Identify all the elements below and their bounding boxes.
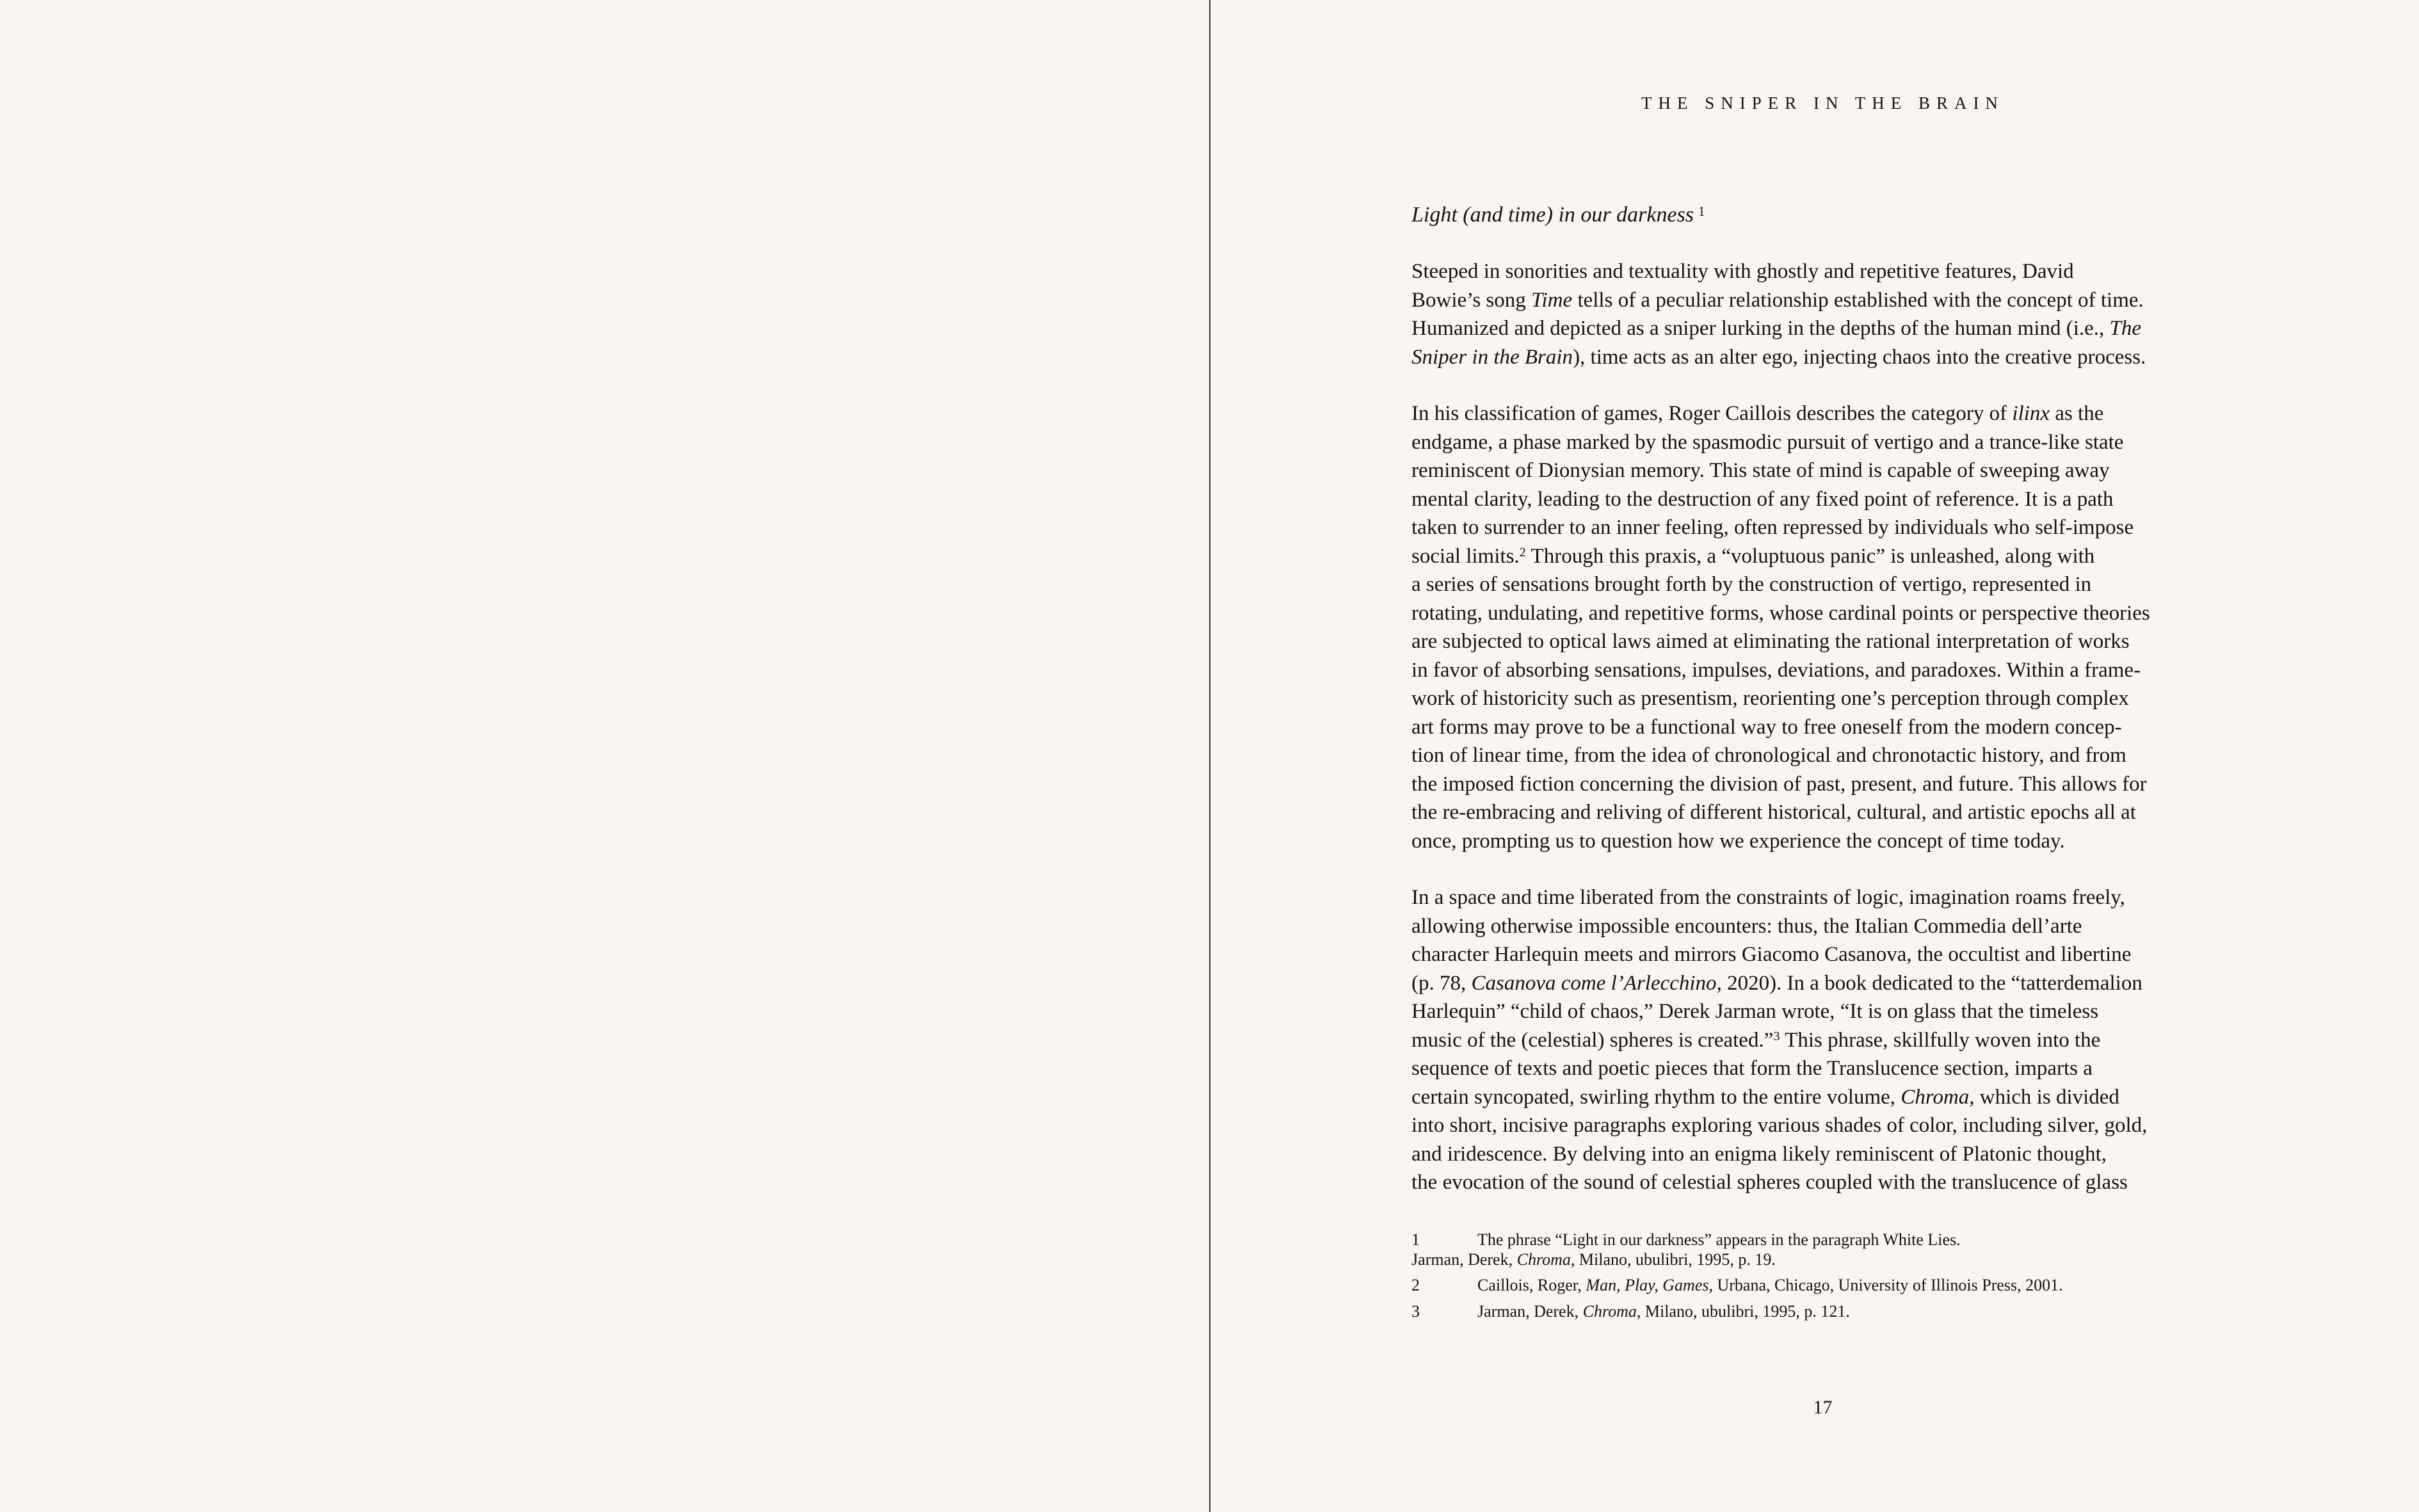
page-number: 17 xyxy=(1813,1397,1833,1418)
text-line xyxy=(1411,1140,2256,1169)
text-line xyxy=(1411,912,2256,941)
text-segment: into short, incisive paragraphs exploring various shades of color, including silver, gold, xyxy=(1411,1114,2148,1137)
text-segment: (p. 78, xyxy=(1411,971,1472,995)
paragraph xyxy=(1411,257,2256,371)
text-segment: , Urbana, Chicago, University of Illinois Press, 2001. xyxy=(1708,1276,2063,1294)
text-segment: Caillois, Roger, xyxy=(1477,1276,1586,1294)
text-segment: mental clarity, leading to the destruction of any fixed point of reference. It is a path xyxy=(1411,487,2114,511)
text-segment: Bowie’s song xyxy=(1411,288,1532,312)
left-page-blank xyxy=(0,0,1209,1512)
text-segment: , Milano, ubulibri, 1995, p. 19. xyxy=(1570,1250,1776,1269)
footnote-number: 1 xyxy=(1411,1230,1420,1249)
text-segment: , which is divided xyxy=(1969,1085,2119,1109)
text-segment: character Harlequin meets and mirrors Giacomo Casanova, the occultist and libertine xyxy=(1411,943,2132,966)
text-segment: Chroma xyxy=(1516,1250,1571,1269)
text-line xyxy=(1411,656,2256,685)
text-segment: This phrase, skillfully woven into the xyxy=(1780,1028,2101,1052)
footnote-line xyxy=(1411,1276,2256,1296)
text-line xyxy=(1411,257,2256,286)
text-segment: the re-embracing and reliving of different historical, cultural, and artistic epochs all at xyxy=(1411,801,2136,824)
footnote-line xyxy=(1411,1230,2256,1250)
footnote-ref: 2 xyxy=(1519,545,1526,560)
text-segment: sequence of texts and poetic pieces that form the Translucence section, imparts a xyxy=(1411,1057,2093,1080)
text-segment: reminiscent of Dionysian memory. This state of mind is capable of sweeping away xyxy=(1411,459,2110,482)
text-line xyxy=(1411,343,2256,372)
text-segment: taken to surrender to an inner feeling, often repressed by individuals who self-impose xyxy=(1411,516,2134,539)
text-line xyxy=(1411,627,2256,656)
text-segment: certain syncopated, swirling rhythm to the entire volume, xyxy=(1411,1085,1901,1109)
text-line xyxy=(1411,1111,2256,1140)
text-line xyxy=(1411,1054,2256,1083)
text-segment: Chroma xyxy=(1582,1301,1637,1321)
text-segment: Chroma xyxy=(1901,1085,1970,1109)
text-segment: Time xyxy=(1531,288,1573,312)
text-segment: Humanized and depicted as a sniper lurking in the depths of the human mind (i.e., xyxy=(1411,317,2110,340)
footnote-ref: 1 xyxy=(1698,203,1705,219)
text-line xyxy=(1411,713,2256,742)
text-segment: allowing otherwise impossible encounters: thus, the Italian Commedia dell’arte xyxy=(1411,914,2082,938)
text-line xyxy=(1411,428,2256,457)
text-line xyxy=(1411,940,2256,969)
text-segment: once, prompting us to question how we experience the concept of time today. xyxy=(1411,829,2065,853)
text-line xyxy=(1411,1083,2256,1112)
text-segment: , 2020). In a book dedicated to the “tatterdemalion xyxy=(1716,971,2142,995)
text-segment: Light (and time) in our darkness xyxy=(1411,203,1694,227)
text-segment: endgame, a phase marked by the spasmodic pursuit of vertigo and a trance-like state xyxy=(1411,430,2124,454)
text-line xyxy=(1411,570,2256,599)
text-line xyxy=(1411,1168,2256,1197)
text-segment: work of historicity such as presentism, reorienting one’s perception through complex xyxy=(1411,687,2129,710)
text-segment: in favor of absorbing sensations, impulses, deviations, and paradoxes. Within a frame- xyxy=(1411,658,2141,682)
footnote-number: 3 xyxy=(1411,1301,1420,1321)
footnotes xyxy=(1411,1230,2256,1321)
text-segment: , Milano, ubulibri, 1995, p. 121. xyxy=(1636,1301,1850,1321)
text-line xyxy=(1411,883,2256,912)
footnote-line xyxy=(1411,1250,2256,1270)
text-segment: the evocation of the sound of celestial spheres coupled with the translucence of glass xyxy=(1411,1171,2128,1194)
section-title xyxy=(1411,200,1705,229)
text-segment: Jarman, Derek, xyxy=(1411,1250,1517,1269)
text-segment: Through this praxis, a “voluptuous panic” is unleashed, along with xyxy=(1525,544,2095,568)
text-segment: tion of linear time, from the idea of chronological and chronotactic history, and from xyxy=(1411,744,2126,767)
text-line xyxy=(1411,513,2256,542)
text-segment: art forms may prove to be a functional way to free oneself from the modern concep- xyxy=(1411,715,2122,739)
text-segment: ilinx xyxy=(2012,402,2050,425)
text-line xyxy=(1411,827,2256,856)
text-segment: are subjected to optical laws aimed at eliminating the rational interpretation of works xyxy=(1411,630,2130,653)
text-line xyxy=(1411,314,2256,343)
text-line xyxy=(1411,741,2256,770)
text-line xyxy=(1411,286,2256,315)
text-segment: music of the (celestial) spheres is created.” xyxy=(1411,1028,1774,1052)
text-segment: as the xyxy=(2050,402,2104,425)
body-text xyxy=(1411,257,2256,1225)
text-line xyxy=(1411,770,2256,799)
text-line xyxy=(1411,542,2256,571)
text-segment: Man, Play, Games xyxy=(1586,1276,1709,1294)
text-line xyxy=(1411,399,2256,428)
text-line xyxy=(1411,997,2256,1026)
footnote-ref: 3 xyxy=(1773,1029,1780,1044)
text-segment: The phrase “Light in our darkness” appears in the paragraph White Lies. xyxy=(1477,1230,1961,1249)
text-segment: In his classification of games, Roger Caillois describes the category of xyxy=(1411,402,2013,425)
text-segment: Jarman, Derek, xyxy=(1477,1301,1583,1321)
paragraph xyxy=(1411,399,2256,855)
text-line xyxy=(1411,599,2256,628)
text-segment: Harlequin” “child of chaos,” Derek Jarman wrote, “It is on glass that the timeless xyxy=(1411,1000,2099,1023)
footnote-line xyxy=(1411,1302,2256,1322)
text-segment: rotating, undulating, and repetitive forms, whose cardinal points or perspective theories xyxy=(1411,601,2150,625)
text-segment: Sniper in the Brain xyxy=(1411,345,1573,369)
text-segment: a series of sensations brought forth by the construction of vertigo, represented in xyxy=(1411,573,2092,596)
text-line xyxy=(1411,456,2256,485)
text-segment: and iridescence. By delving into an enigma likely reminiscent of Platonic thought, xyxy=(1411,1142,2107,1166)
text-segment: social limits. xyxy=(1411,544,1520,568)
text-segment: ), time acts as an alter ego, injecting chaos into the creative process. xyxy=(1573,345,2146,369)
text-segment: tells of a peculiar relationship established with the concept of time. xyxy=(1572,288,2144,312)
text-segment: The xyxy=(2109,317,2142,340)
text-segment: Steeped in sonorities and textuality with ghostly and repetitive features, David xyxy=(1411,260,2074,283)
text-segment: Casanova come l’Arlecchino xyxy=(1471,971,1717,995)
right-page xyxy=(1210,0,2419,1512)
text-line xyxy=(1411,1026,2256,1055)
text-line xyxy=(1411,684,2256,713)
text-segment: the imposed fiction concerning the division of past, present, and future. This allows for xyxy=(1411,772,2147,796)
text-line xyxy=(1411,969,2256,998)
footnote-number: 2 xyxy=(1411,1276,1420,1294)
text-line xyxy=(1411,798,2256,827)
text-line xyxy=(1411,485,2256,514)
running-header: THE SNIPER IN THE BRAIN xyxy=(1641,93,2004,113)
text-segment: In a space and time liberated from the constraints of logic, imagination roams freely, xyxy=(1411,886,2125,909)
paragraph xyxy=(1411,883,2256,1197)
